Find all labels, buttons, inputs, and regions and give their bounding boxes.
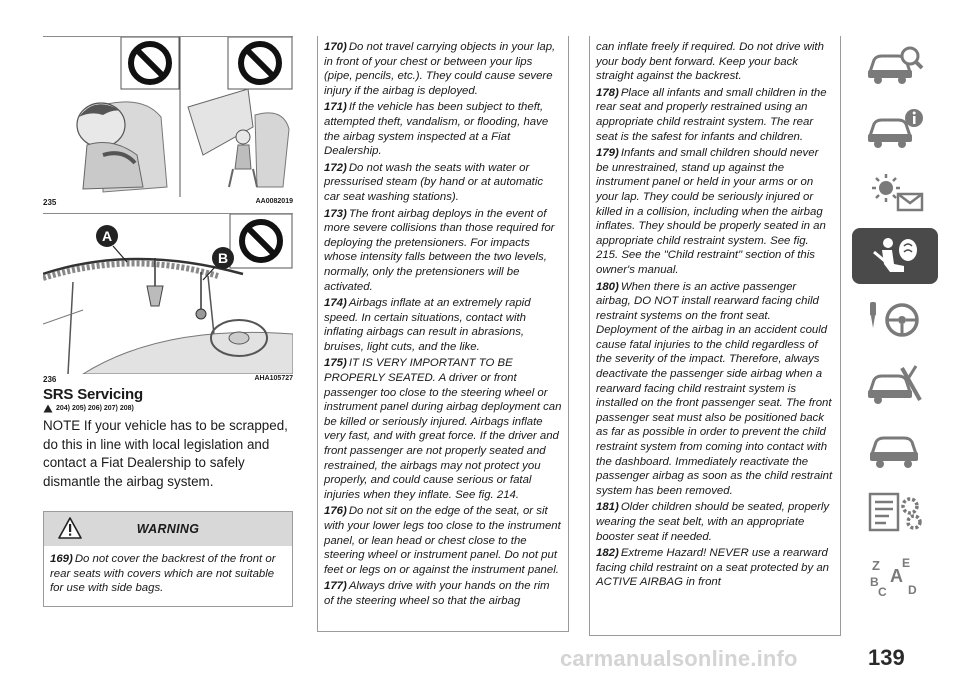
warning-lights-icon bbox=[864, 170, 926, 214]
page-number: 139 bbox=[868, 645, 905, 670]
index-icon bbox=[864, 554, 926, 598]
warning-item-text: If the vehicle has been subject to theft, attempted theft, vandalism, or flooding, have the airbag system inspected at a Fiat Dealership. bbox=[324, 101, 549, 158]
warnings-column-3 bbox=[589, 36, 841, 636]
watermark: carmanualsonline.info bbox=[560, 646, 798, 671]
figure-236-illustration bbox=[43, 214, 293, 374]
warning-item bbox=[596, 86, 834, 144]
warning-item bbox=[324, 504, 562, 577]
svg-text:Z: Z bbox=[872, 558, 880, 573]
section-title: SRS Servicing bbox=[43, 386, 143, 403]
warning-item bbox=[324, 296, 562, 354]
warning-triangle-icon bbox=[58, 517, 82, 539]
warning-item-number: 169) bbox=[50, 553, 73, 565]
sidebar-item-safety[interactable] bbox=[852, 228, 938, 284]
warning-box bbox=[43, 511, 293, 607]
figure-number: 236 bbox=[43, 375, 57, 384]
sidebar-item-emergency[interactable] bbox=[852, 356, 938, 412]
warning-item-number: 174) bbox=[324, 297, 347, 310]
airbag-icon bbox=[864, 234, 926, 278]
car-info-icon bbox=[864, 106, 926, 150]
warning-item bbox=[324, 356, 562, 502]
warning-item bbox=[596, 146, 834, 277]
figure-235-illustration bbox=[43, 37, 293, 197]
figure-236-caption bbox=[43, 374, 293, 384]
prohibition-icon bbox=[242, 222, 280, 260]
warning-references bbox=[43, 404, 293, 413]
chapter-sidebar bbox=[852, 36, 938, 612]
callout-b bbox=[203, 247, 234, 280]
warning-item bbox=[324, 40, 562, 98]
warning-item-text: Infants and small children should never be unrestrained, stand up against the instrument panel or held in your arms or on your lap. They could be seriously injured or killed in a collision, including when the airbag inflates. They should be properly seated in an appropriate child restraint system. See fig. 215. See the "Child restraint" section of this owner's manual. bbox=[596, 147, 826, 276]
callout-a bbox=[96, 225, 127, 262]
figure-code: AHA105727 bbox=[254, 375, 293, 382]
callout-b-label: B bbox=[217, 250, 229, 266]
warning-item-text: Always drive with your hands on the rim of the steering wheel so that the airbag bbox=[324, 580, 550, 607]
warning-item-text: The front airbag deploys in the event of more severe collisions than those required for deploying the pretensioners. For impacts whose intensity falls between the two levels, normally, only the pretensioners will be activated. bbox=[324, 207, 555, 293]
steering-key-icon bbox=[864, 298, 926, 342]
warnings-column-2 bbox=[317, 36, 569, 632]
car-tools-icon bbox=[864, 362, 926, 406]
prohibition-icon bbox=[241, 44, 279, 82]
warning-item bbox=[324, 207, 562, 295]
reference-numbers: 204) 205) 206) 207) 208) bbox=[56, 405, 134, 412]
warning-item-text: Place all infants and small children in the rear seat and properly restrained using an appropriate child restraint system. The rear seat is the safest for infants and children. bbox=[596, 86, 827, 143]
warning-item bbox=[596, 546, 834, 590]
warning-item bbox=[324, 579, 562, 608]
sidebar-item-starting[interactable] bbox=[852, 292, 938, 348]
warning-item bbox=[50, 552, 286, 596]
sidebar-item-specs[interactable] bbox=[852, 484, 938, 540]
warning-item-text: Do not wash the seats with water or pressurised steam (by hand or at automatic car seat washing stations). bbox=[324, 161, 544, 203]
note-text: NOTE If your vehicle has to be scrapped, do this in line with local legislation and contact a Fiat Dealership to safely dismantle the airbag system. bbox=[43, 418, 288, 489]
warning-item-number: 180) bbox=[596, 280, 619, 293]
warning-item-number: 181) bbox=[596, 501, 619, 514]
warning-item-text: Older children should be seated, properly wearing the seat belt, with an appropriate booster seat if needed. bbox=[596, 501, 830, 543]
warning-item-number: 179) bbox=[596, 147, 619, 160]
sidebar-item-maintenance[interactable] bbox=[852, 420, 938, 476]
warning-item-number: 175) bbox=[324, 357, 347, 370]
warning-item-number: 170) bbox=[324, 41, 347, 53]
warning-item-text: Extreme Hazard! NEVER use a rearward facing child restraint on a seat protected by an ACTIVE AIRBAG in front bbox=[596, 547, 830, 589]
warning-item-number: 177) bbox=[324, 580, 347, 593]
figure-number: 235 bbox=[43, 198, 57, 207]
warning-item-number: 172) bbox=[324, 161, 347, 174]
callout-a-label: A bbox=[101, 228, 113, 244]
warning-item-number: 182) bbox=[596, 547, 619, 560]
svg-text:B: B bbox=[870, 575, 879, 589]
warning-item bbox=[324, 161, 562, 205]
warning-body bbox=[44, 546, 292, 606]
figure-235-caption bbox=[43, 197, 293, 207]
svg-text:E: E bbox=[902, 556, 911, 570]
car-search-icon bbox=[864, 42, 926, 86]
figure-235 bbox=[43, 36, 293, 207]
warning-item-number: 176) bbox=[324, 505, 347, 518]
warning-triangle-icon bbox=[43, 404, 53, 413]
warning-item bbox=[596, 40, 834, 84]
sidebar-item-dashboard[interactable] bbox=[852, 36, 938, 92]
warning-item-number: 171) bbox=[324, 101, 347, 114]
warning-item bbox=[324, 100, 562, 158]
sidebar-item-lights[interactable] bbox=[852, 164, 938, 220]
warning-item-text: IT IS VERY IMPORTANT TO BE PROPERLY SEATED. A driver or front passenger too close to the steering wheel or instrument panel during airbag deployment can be killed or seriously injured. Airbags inflate very fast, and with great force. If the driver and front passenger are not properly seated and restrained, the airbags may not protect you properly, and could cause serious or fatal injuries when they inflate. See fig. 214. bbox=[324, 357, 562, 501]
specifications-icon bbox=[864, 490, 926, 534]
warning-item-number: 173) bbox=[324, 207, 347, 220]
warning-item-text: Do not travel carrying objects in your lap, in front of your chest or between your lips (pipe, pencils, etc.). They could cause severe injury if the airbag is deployed. bbox=[324, 41, 556, 97]
warning-item-number: 178) bbox=[596, 86, 619, 99]
svg-text:A: A bbox=[890, 566, 903, 586]
warning-header bbox=[44, 512, 292, 546]
warning-label: WARNING bbox=[136, 522, 200, 536]
svg-text:D: D bbox=[908, 583, 917, 597]
svg-text:C: C bbox=[878, 585, 887, 598]
warning-item-text: Do not sit on the edge of the seat, or sit with your lower legs too close to the instrument panel, or lean head or chest close to the steering wheel or instrument panel. Do not put feet or legs on or against the instrument panel. bbox=[324, 505, 561, 576]
figure-code: AA0082019 bbox=[255, 198, 293, 205]
car-service-icon bbox=[864, 426, 926, 470]
warning-item-text: When there is an active passenger airbag, DO NOT install rearward facing child restraint systems on the front seat. Deployment of the airbag in an accident could cause fatal injuries to the child regardless of the severity of the impact. Therefore, always deactivate the passenger side airbag when a rearward facing child restraint system is installed on the front passenger seat. The front passenger seat must also be positioned back as far as possible in order to prevent the child restraint system from coming into contact with the dashboard. Immediately reactivate the passenger airbag as soon as the child restraint system has been removed. bbox=[596, 280, 833, 497]
warning-item bbox=[596, 500, 834, 544]
left-column bbox=[43, 36, 293, 607]
prohibition-icon bbox=[131, 44, 169, 82]
warning-item-text: Airbags inflate at an extremely rapid speed. In certain situations, contact with inflating airbags can result in abrasions, bruises, light cuts, and the like. bbox=[324, 297, 531, 353]
sidebar-item-info[interactable] bbox=[852, 100, 938, 156]
sidebar-item-index[interactable] bbox=[852, 548, 938, 604]
warning-item bbox=[596, 280, 834, 499]
figure-236 bbox=[43, 213, 293, 384]
warning-item-text: can inflate freely if required. Do not drive with your body bent forward. Keep your back straight against the backrest. bbox=[596, 41, 824, 83]
warning-item-text: Do not cover the backrest of the front or rear seats with covers which are not suitable for use with side bags. bbox=[50, 553, 276, 595]
